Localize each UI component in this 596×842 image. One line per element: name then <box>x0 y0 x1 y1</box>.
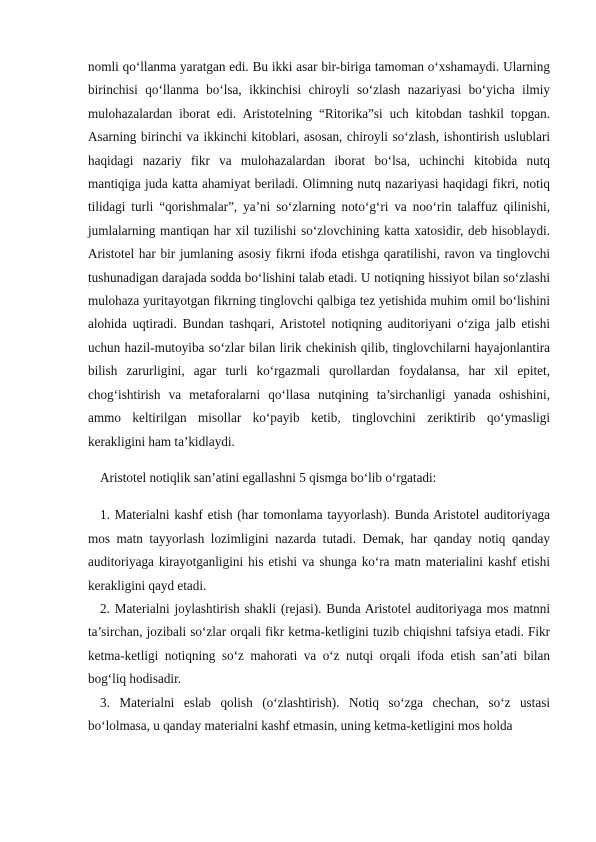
document-page <box>88 55 550 737</box>
body-paragraph-2: Aristotel notiqlik san’atini egallashni 5 qismga bo‘lib o‘rgatadi: <box>100 469 437 485</box>
list-item-3: 3. Materialni eslab qolish (o‘zlashtirish). Notiq so‘zga chechan, so‘z ustasi bo‘lolmasa, u qanday materialni kashf etmasin, uning ketma-ketligini mos holda <box>88 694 550 733</box>
paragraph-spacer <box>88 453 550 466</box>
list-item-2: 2. Materialni joylashtirish shakli (rejasi). Bunda Aristotel auditoriyaga mos matnni ta’sirchan, jozibali so‘zlar orqali fikr ketma-ketligini tuzib chiqishni tafsiya etadi. Fikr ketma-ketligi notiqning so‘z mahorati va o‘z nutqi orqali ifoda etish san’ati bilan bog‘liq hodisadir. <box>88 600 550 687</box>
paragraph-spacer <box>88 489 550 503</box>
body-paragraph-1: nomli qo‘llanma yaratgan edi. Bu ikki asar bir-biriga tamoman o‘xshamaydi. Ularning birinchisi qo‘llanma bo‘lsa, ikkinchisi chiroyli so‘zlash nazariyasi bo‘yicha ilmiy mulohazalardan iborat edi. Aristotelning “Ritorika”si uch kitobdan tashkil topgan. Asarning birinchi va ikkinchi kitoblari, asosan, chiroyli so‘zlash, ishontirish uslublari haqidagi nazariy fikr va mulohazalardan iborat bo‘lsa, uchinchi kitobida nutq mantiqiga juda katta ahamiyat beriladi. Olimning nutq nazariyasi haqidagi fikri, notiq tilidagi turli “qorishmalar”, ya’ni so‘zlarning noto‘g‘ri va noo‘rin talaffuz qilinishi, jumlalarning mantiqan har xil tuzilishi so‘zlovchining katta xatosidir, deb hisoblaydi. Aristotel har bir jumlaning asosiy fikrni ifoda etishga qaratilishi, ravon va tinglovchi tushunadigan darajada sodda bo‘lishini talab etadi. U notiqning hissiyot bilan so‘zlashi mulohaza yuritayotgan fikrning tinglovchi qalbiga tez yetishida muhim omil bo‘lishini alohida uqtiradi. Bundan tashqari, Aristotel notiqning auditoriyani o‘ziga jalb etishi uchun hazil-mutoyiba so‘zlar bilan lirik chekinish qilib, tinglovchilarni hayajonlantira bilish zarurligini, agar turli ko‘rgazmali qurollardan foydalansa, har xil epitet, chog‘ishtirish va metaforalarni qo‘llasa nutqining ta’sirchanligi yanada oshishini, ammo keltirilgan misollar ko‘payib ketib, tinglovchini zeriktirib qo‘ymasligi kerakligini ham ta’kidlaydi. <box>88 59 550 449</box>
list-item-1: 1. Materialni kashf etish (har tomonlama tayyorlash). Bunda Aristotel auditoriyaga mos matn tayyorlash lozimligini nazarda tutadi. Demak, har qanday notiq qanday auditoriyaga kirayotganligini his etishi va shunga ko‘ra matn materialini kashf etishi kerakligini qayd etadi. <box>88 507 550 593</box>
